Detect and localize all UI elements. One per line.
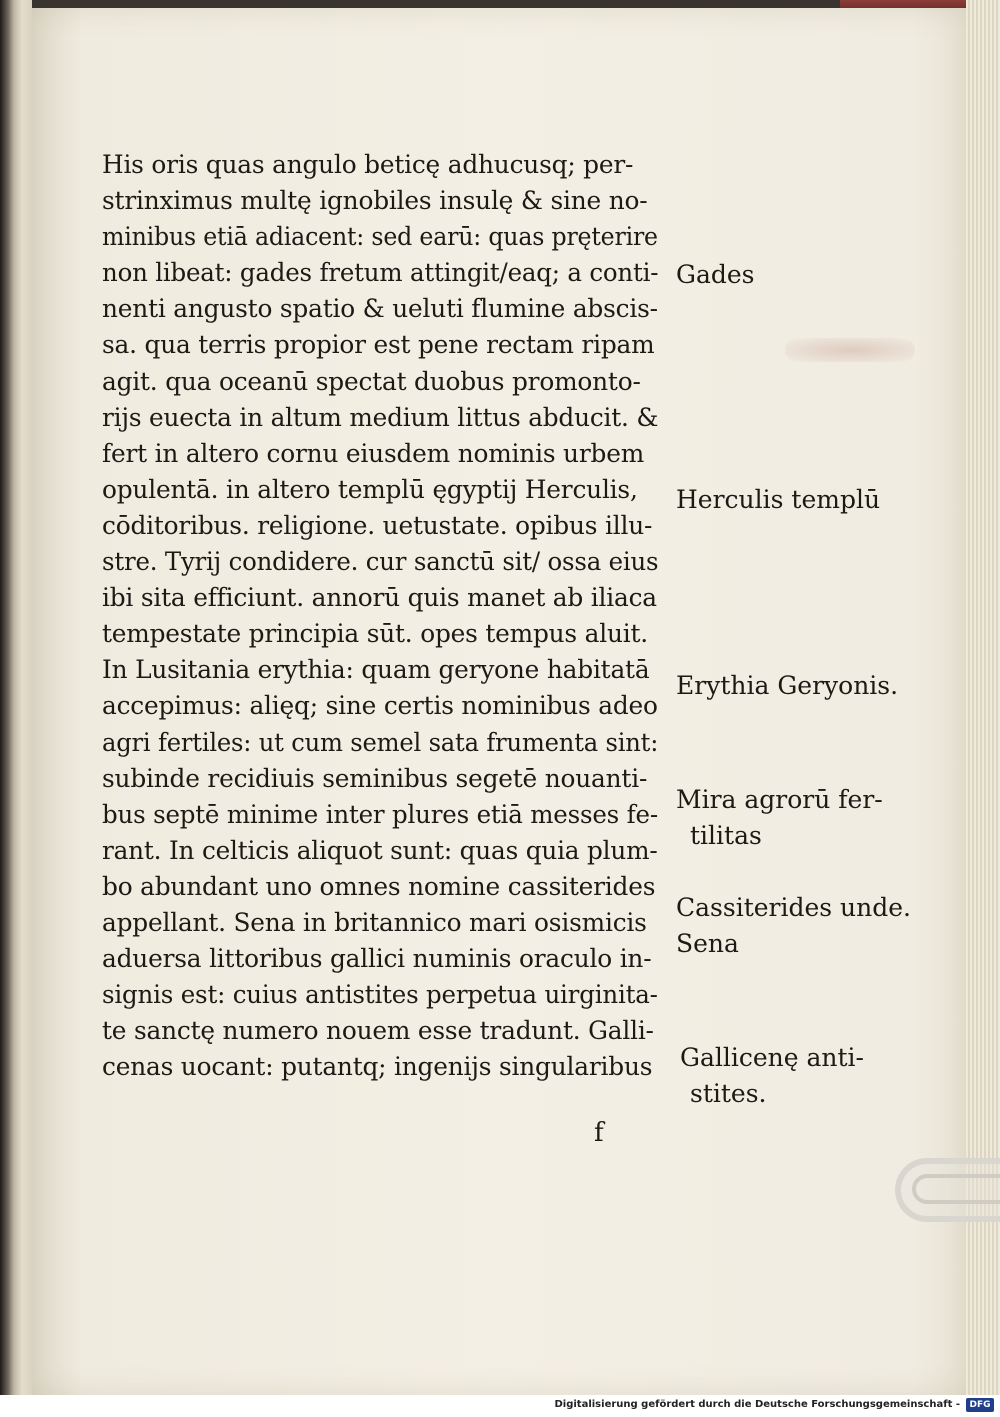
text-line: rijs euecta in altum medium littus abducit. & — [102, 402, 659, 432]
text-line: aduersa littoribus gallici numinis oraculo in- — [102, 944, 652, 974]
text-line: sa. qua terris propior est pene rectam ripam — [102, 330, 655, 360]
text-line: agit. qua oceanū spectat duobus promonto- — [102, 366, 641, 396]
funding-credit: Digitalisierung gefördert durch die Deutsche Forschungsgemeinschaft - — [554, 1399, 960, 1410]
footer-bar — [0, 1395, 1000, 1417]
show-through-mark — [785, 338, 915, 362]
text-line: strinximus multę ignobiles insulę & sine no- — [102, 186, 648, 216]
text-line: His oris quas angulo beticę adhucusq; per- — [102, 150, 634, 179]
text-line: appellant. Sena in britannico mari osismicis — [102, 907, 647, 937]
left-page-edges — [0, 0, 32, 1395]
marginal-note-gallicene-line2: stites. — [690, 1079, 767, 1108]
dfg-logo: DFG — [966, 1398, 994, 1412]
text-line: subinde recidiuis seminibus segetē nouanti- — [102, 763, 648, 793]
marginal-note-herculis: Herculis templū — [676, 485, 881, 514]
signature-mark: f — [594, 1118, 604, 1148]
main-text-column — [102, 147, 662, 1085]
text-line: bus septē minime inter plures etiā messes fe- — [102, 799, 658, 829]
text-line: nenti angusto spatio & ueluti flumine abscis- — [102, 294, 658, 324]
text-line: signis est: cuius antistites perpetua uirginita- — [102, 980, 658, 1010]
marginal-note-mira-line2: tilitas — [690, 821, 762, 850]
text-line: rant. In celticis aliquot sunt: quas quia plum- — [102, 835, 658, 865]
text-line: cenas uocant: putantq; ingenijs singularibus — [102, 1052, 653, 1082]
marginal-note-sena: Sena — [676, 929, 739, 958]
text-line: fert in altero cornu eiusdem nominis urbem — [102, 438, 645, 468]
text-line: te sanctę numero nouem esse tradunt. Galli- — [102, 1016, 654, 1046]
text-line: tempestate principia sūt. opes tempus aluit. — [102, 619, 649, 649]
marginal-note-gades: Gades — [676, 260, 755, 289]
text-line: stre. Tyrij condidere. cur sanctū sit/ ossa eius — [102, 547, 659, 577]
text-line: In Lusitania erythia: quam geryone habitatā — [102, 655, 650, 685]
marginal-note-mira-line1: Mira agrorū fer- — [676, 785, 883, 814]
text-line: non libeat: gades fretum attingit/eaq; a conti- — [102, 258, 659, 288]
marginal-note-gallicene-line1: Gallicenę anti- — [680, 1043, 864, 1072]
text-line: opulentā. in altero templū ęgyptij Herculis, — [102, 474, 638, 504]
text-line: bo abundant uno omnes nomine cassiterides — [102, 871, 656, 901]
marginal-note-erythia: Erythia Geryonis. — [676, 671, 899, 700]
paper-clip-inner-loop — [912, 1174, 1000, 1204]
marginal-note-cassiterides: Cassiterides unde. — [676, 893, 911, 922]
text-line: cōditoribus. religione. uetustate. opibus illu- — [102, 510, 653, 540]
text-line: minibus etiā adiacent: sed earū: quas pręterire — [102, 222, 658, 252]
text-line: accepimus: alięq; sine certis nominibus adeo — [102, 691, 658, 721]
text-line: agri fertiles: ut cum semel sata frumenta sint: — [102, 727, 659, 757]
text-line: ibi sita efficiunt. annorū quis manet ab iliaca — [102, 583, 657, 613]
